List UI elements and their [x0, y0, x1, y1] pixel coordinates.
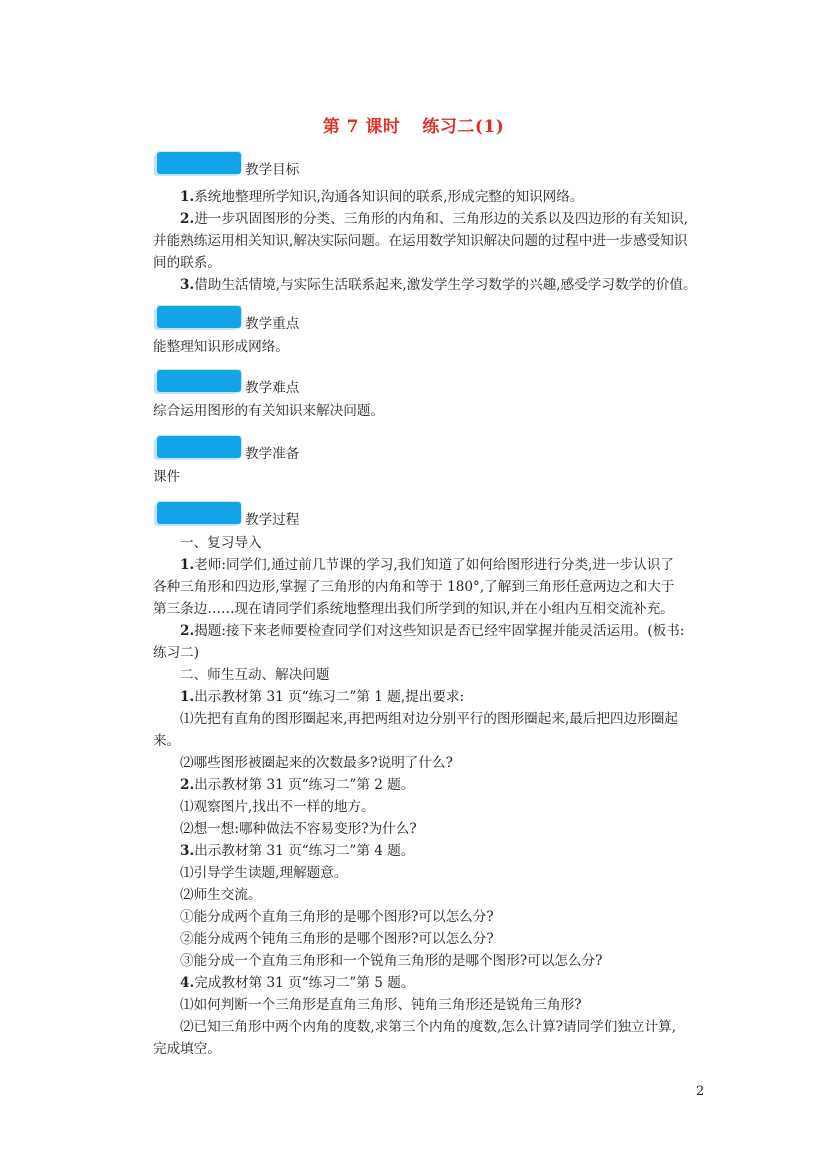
lesson-number: 第 7 课时 — [322, 117, 401, 137]
objective-2 — [153, 208, 740, 230]
section-header-label: 教学过程 — [245, 512, 300, 528]
exercise-4-b-cont: 完成填空。 — [153, 1041, 221, 1057]
item-number: 1. — [180, 689, 195, 705]
exercise-4-b: ⑵已知三角形中两个内角的度数,求第三个内角的度数,怎么计算?请同学们独立计算, — [180, 1019, 677, 1035]
exercise-3-a: ⑴引导学生读题,理解题意。 — [180, 865, 348, 881]
review-item-2 — [153, 620, 740, 642]
lesson-name: 练习二(1) — [422, 117, 505, 137]
section-header-bar — [157, 502, 241, 524]
review-item-2-cont: 练习二) — [153, 645, 200, 661]
item-text: 借助生活情境,与实际生活联系起来,激发学生学习数学的兴趣,感受学习数学的价值。 — [194, 277, 697, 293]
part2-title: 二、师生互动、解决问题 — [180, 667, 330, 683]
section-header-bar — [157, 152, 241, 174]
item-number: 4. — [180, 975, 195, 991]
item-text: 出示教材第 31 页“练习二”第 2 题。 — [194, 777, 415, 793]
item-text: 老师:同学们,通过前几节课的学习,我们知道了如何给图形进行分类,进一步认识了 — [194, 557, 674, 573]
objective-2-cont: 并能熟练运用相关知识,解决实际问题。在运用数学知识解决问题的过程中进一步感受知识 — [153, 233, 688, 249]
exercise-1-b: ⑵哪些图形被圈起来的次数最多?说明了什么? — [180, 755, 453, 771]
page-number: 2 — [696, 1084, 705, 1099]
exercise-2 — [153, 774, 740, 796]
exercise-2-a: ⑴观察图片,找出不一样的地方。 — [180, 799, 375, 815]
section-header-label: 教学重点 — [245, 316, 300, 332]
exercise-3-c3: ③能分成一个直角三角形和一个锐角三角形的是哪个图形?可以怎么分? — [180, 953, 603, 969]
exercise-3-b: ⑵师生交流。 — [180, 887, 262, 903]
section-header-bar — [157, 370, 241, 392]
item-number: 2. — [180, 777, 195, 793]
item-text: 进一步巩固图形的分类、三角形的内角和、三角形边的关系以及四边形的有关知识, — [194, 211, 688, 227]
section-header-bar — [157, 436, 241, 458]
item-text: 揭题:接下来老师要检查同学们对这些知识是否已经牢固掌握并能灵活运用。(板书: — [194, 623, 685, 639]
item-text: 出示教材第 31 页“练习二”第 4 题。 — [194, 843, 415, 859]
section-header-label: 教学难点 — [245, 380, 300, 396]
exercise-3-c2: ②能分成两个钝角三角形的是哪个图形?可以怎么分? — [180, 931, 494, 947]
exercise-3-c1: ①能分成两个直角三角形的是哪个图形?可以怎么分? — [180, 909, 494, 925]
item-text: 系统地整理所学知识,沟通各知识间的联系,形成完整的知识网络。 — [194, 189, 584, 205]
exercise-1-a: ⑴先把有直角的图形圈起来,再把两组对边分别平行的图形圈起来,最后把四边形圈起 — [180, 711, 679, 727]
item-number: 1. — [180, 189, 195, 205]
exercise-2-b: ⑵想一想:哪种做法不容易变形?为什么? — [180, 821, 417, 837]
item-text: 完成教材第 31 页“练习二”第 5 题。 — [194, 975, 415, 991]
exercise-1-a-cont: 来。 — [153, 733, 181, 749]
lesson-title — [0, 112, 827, 137]
preparation-text: 课件 — [153, 469, 181, 485]
item-number: 2. — [180, 211, 195, 227]
part1-title: 一、复习导入 — [180, 535, 262, 551]
difficulties-text: 综合运用图形的有关知识来解决问题。 — [153, 403, 385, 419]
item-number: 3. — [180, 277, 195, 293]
exercise-4 — [153, 972, 740, 994]
objective-1 — [153, 186, 740, 208]
objective-3 — [153, 274, 740, 296]
exercise-3 — [153, 840, 740, 862]
review-item-1-cont: 第三条边……现在请同学们系统地整理出我们所学到的知识,并在小组内互相交流补充。 — [153, 601, 674, 617]
objective-2-cont: 间的联系。 — [153, 255, 221, 271]
exercise-4-a: ⑴如何判断一个三角形是直角三角形、钝角三角形还是锐角三角形? — [180, 997, 582, 1013]
item-text: 出示教材第 31 页“练习二”第 1 题,提出要求: — [194, 689, 465, 705]
review-item-1-cont: 各种三角形和四边形,掌握了三角形的内角和等于 180°,了解到三角形任意两边之和大于 — [153, 579, 675, 595]
section-header-label: 教学目标 — [245, 162, 300, 178]
section-header-bar — [157, 306, 241, 328]
section-header-label: 教学准备 — [245, 446, 300, 462]
exercise-1 — [153, 686, 740, 708]
key-points-text: 能整理知识形成网络。 — [153, 339, 289, 355]
item-number: 1. — [180, 557, 195, 573]
item-number: 3. — [180, 843, 195, 859]
item-number: 2. — [180, 623, 195, 639]
review-item-1 — [153, 554, 740, 576]
